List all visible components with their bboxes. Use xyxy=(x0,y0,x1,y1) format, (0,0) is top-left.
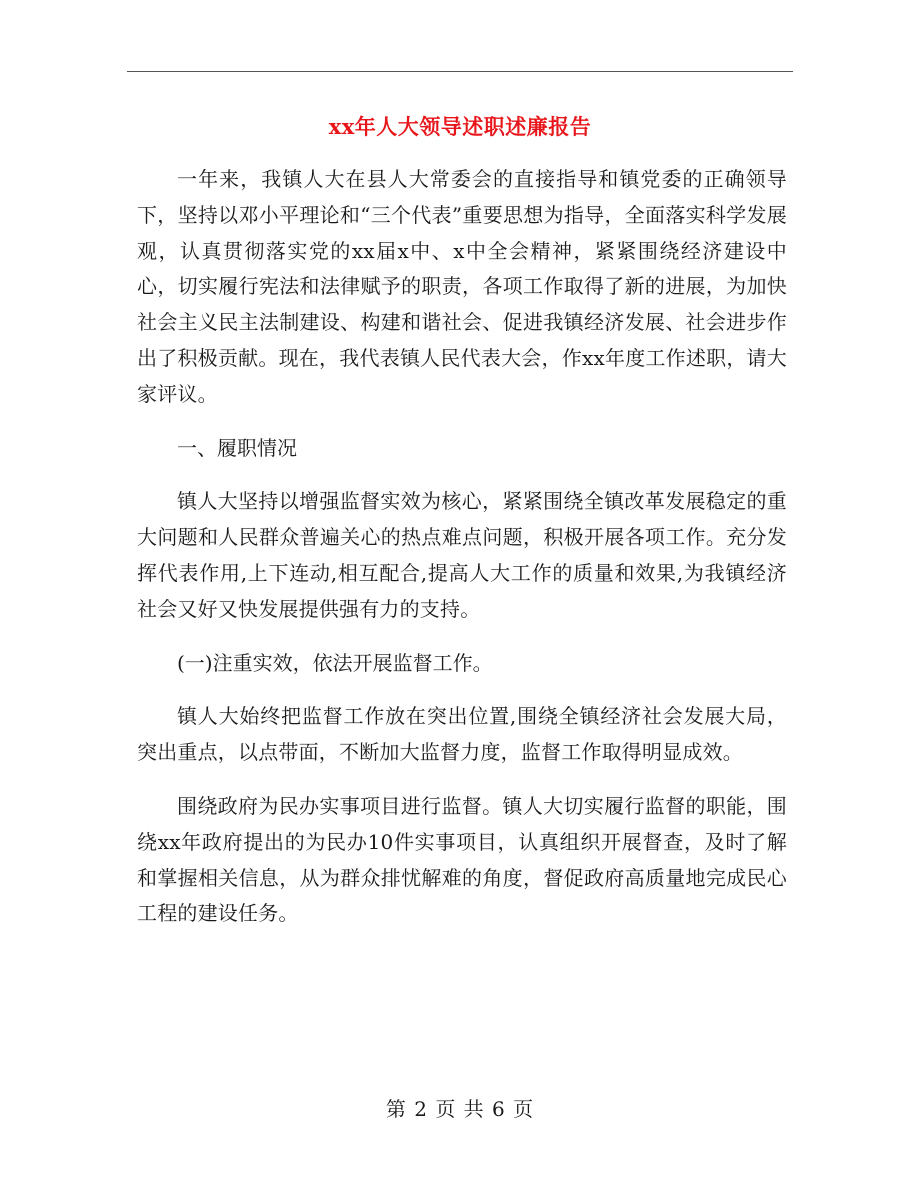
subsection-heading-supervision: (一)注重实效，依法开展监督工作。 xyxy=(177,650,493,675)
document-body xyxy=(137,162,787,950)
performance-paragraph: 镇人大坚持以增强监督实效为核心，紧紧围绕全镇改革发展稳定的重大问题和人民群众普遍关心的热点难点问题，积极开展各项工作。充分发挥代表作用,上下连动,相互配合,提高人大工作的质量和效果,为我镇经济社会又好又快发展提供强有力的支持。 xyxy=(137,489,787,621)
intro-paragraph: 一年来，我镇人大在县人大常委会的直接指导和镇党委的正确领导下，坚持以邓小平理论和“三个代表”重要思想为指导，全面落实科学发展观，认真贯彻落实党的xx届x中、x中全会精神，紧紧围绕经济建设中心，切实履行宪法和法律赋予的职责，各项工作取得了新的进展，为加快社会主义民主法制建设、构建和谐社会、促进我镇经济发展、社会进步作出了积极贡献。现在，我代表镇人民代表大会，作xx年度工作述职，请大家评议。 xyxy=(137,167,787,406)
header-rule xyxy=(127,71,793,72)
section-heading-performance: 一、履职情况 xyxy=(177,435,297,460)
page-indicator: 第 2 页 共 6 页 xyxy=(385,1097,535,1121)
projects-paragraph: 围绕政府为民办实事项目进行监督。镇人大切实履行监督的职能，围绕xx年政府提出的为民办10件实事项目，认真组织开展督查，及时了解和掌握相关信息，从为群众排忧解难的角度，督促政府高质量地完成民心工程的建设任务。 xyxy=(137,793,787,926)
document-title: xx年人大领导述职述廉报告 xyxy=(328,114,592,139)
supervision-paragraph: 镇人大始终把监督工作放在突出位置,围绕全镇经济社会发展大局，突出重点，以点带面，不断加大监督力度，监督工作取得明显成效。 xyxy=(137,704,787,765)
